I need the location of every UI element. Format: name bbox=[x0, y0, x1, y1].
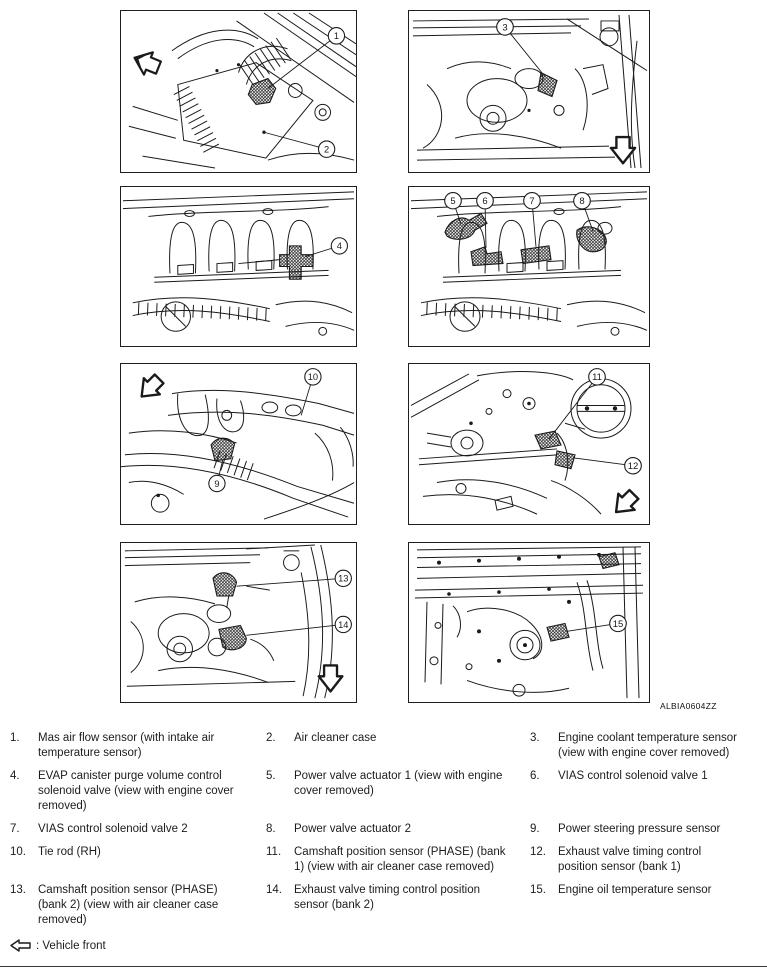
svg-text:5: 5 bbox=[450, 195, 456, 207]
legend-item-text: Power steering pressure sensor bbox=[558, 823, 721, 835]
legend-item-text: Camshaft position sensor (PHASE) (bank 1) (view with air cleaner case removed) bbox=[294, 846, 506, 873]
legend-item-number: 12. bbox=[530, 846, 546, 858]
panel-camshaft-bank2 bbox=[120, 542, 357, 703]
page-bottom-rule bbox=[0, 966, 767, 967]
svg-text:7: 7 bbox=[529, 195, 535, 207]
callout-10 bbox=[301, 369, 321, 416]
legend-item-text: EVAP canister purge volume control solenoid valve (view with engine cover removed) bbox=[38, 770, 234, 812]
vehicle-front-label: : Vehicle front bbox=[36, 939, 106, 952]
panel-air-cleaner-maf bbox=[120, 10, 357, 173]
callout-14 bbox=[246, 616, 351, 635]
svg-text:2: 2 bbox=[324, 144, 330, 155]
legend-item-text: Engine coolant temperature sensor (view with engine cover removed) bbox=[558, 732, 737, 759]
legend-item-8 bbox=[266, 822, 530, 837]
callout-4 bbox=[305, 238, 347, 257]
legend-item-10 bbox=[10, 845, 266, 875]
svg-text:3: 3 bbox=[502, 22, 508, 34]
legend-item-2 bbox=[266, 731, 530, 761]
vehicle-front-note bbox=[10, 938, 106, 953]
svg-text:10: 10 bbox=[307, 372, 319, 383]
legend-item-13 bbox=[10, 883, 266, 928]
legend-item-12 bbox=[530, 845, 763, 875]
legend bbox=[10, 731, 763, 936]
svg-text:14: 14 bbox=[338, 619, 349, 630]
legend-item-number: 8. bbox=[266, 823, 276, 835]
legend-item-4 bbox=[10, 769, 266, 814]
legend-item-number: 14. bbox=[266, 884, 282, 896]
legend-item-9 bbox=[530, 822, 763, 837]
legend-item-number: 2. bbox=[266, 732, 276, 744]
callout-3 bbox=[497, 19, 545, 77]
legend-item-number: 7. bbox=[10, 823, 20, 835]
svg-text:13: 13 bbox=[338, 573, 349, 584]
svg-text:15: 15 bbox=[612, 617, 624, 629]
legend-item-3 bbox=[530, 731, 763, 761]
direction-arrow-icon bbox=[608, 486, 642, 520]
legend-item-text: Exhaust valve timing control position sensor (bank 2) bbox=[294, 884, 481, 911]
panel-camshaft-bank1 bbox=[408, 363, 650, 525]
svg-text:1: 1 bbox=[333, 31, 340, 42]
callout-7 bbox=[524, 193, 541, 247]
legend-item-number: 3. bbox=[530, 732, 540, 744]
legend-item-text: Tie rod (RH) bbox=[38, 846, 101, 858]
vehicle-front-direction-arrow-icon bbox=[130, 47, 163, 79]
callout-15 bbox=[567, 615, 626, 631]
callout-1 bbox=[268, 28, 345, 89]
panel-power-valves-vias bbox=[408, 186, 650, 347]
legend-row bbox=[10, 769, 763, 814]
legend-item-11 bbox=[266, 845, 530, 875]
callout-13 bbox=[237, 570, 352, 586]
legend-item-number: 15. bbox=[530, 884, 546, 896]
legend-item-number: 9. bbox=[530, 823, 540, 835]
legend-item-1 bbox=[10, 731, 266, 761]
legend-item-5 bbox=[266, 769, 530, 814]
svg-text:11: 11 bbox=[592, 372, 602, 384]
svg-text:6: 6 bbox=[482, 195, 488, 207]
legend-item-number: 13. bbox=[10, 884, 26, 896]
legend-row bbox=[10, 883, 763, 928]
legend-item-14 bbox=[266, 883, 530, 928]
legend-item-7 bbox=[10, 822, 266, 837]
vehicle-front-arrow-icon bbox=[10, 938, 32, 953]
legend-item-number: 6. bbox=[530, 770, 540, 782]
legend-item-number: 5. bbox=[266, 770, 276, 782]
panel-ps-pressure-tie-rod bbox=[120, 363, 357, 525]
legend-item-6 bbox=[530, 769, 763, 814]
legend-item-text: Power valve actuator 2 bbox=[294, 823, 411, 835]
panel-coolant-temp-sensor bbox=[408, 10, 650, 173]
legend-row bbox=[10, 822, 763, 837]
legend-item-number: 4. bbox=[10, 770, 20, 782]
legend-item-text: Exhaust valve timing control position sensor (bank 1) bbox=[558, 846, 702, 873]
legend-item-number: 11. bbox=[266, 846, 282, 858]
legend-item-text: Mas air flow sensor (with intake air temperature sensor) bbox=[38, 732, 215, 759]
direction-arrow-icon bbox=[319, 665, 343, 691]
panel-engine-oil-temp bbox=[408, 542, 650, 703]
legend-item-number: 1. bbox=[10, 732, 20, 744]
legend-item-number: 10. bbox=[10, 846, 26, 858]
legend-item-text: Power valve actuator 1 (view with engine cover removed) bbox=[294, 770, 503, 797]
svg-text:9: 9 bbox=[214, 478, 220, 489]
figure-code: ALBIA0604ZZ bbox=[660, 701, 717, 711]
legend-row bbox=[10, 845, 763, 875]
legend-item-15 bbox=[530, 883, 763, 928]
svg-text:4: 4 bbox=[336, 241, 342, 252]
legend-item-text: VIAS control solenoid valve 1 bbox=[558, 770, 708, 782]
legend-item-text: VIAS control solenoid valve 2 bbox=[38, 823, 188, 835]
legend-item-text: Engine oil temperature sensor bbox=[558, 884, 712, 896]
svg-text:8: 8 bbox=[579, 195, 585, 207]
legend-item-text: Air cleaner case bbox=[294, 732, 377, 744]
direction-arrow-icon bbox=[134, 371, 167, 405]
panel-evap-purge-valve bbox=[120, 186, 357, 347]
legend-item-text: Camshaft position sensor (PHASE) (bank 2) (view with air cleaner case removed) bbox=[38, 884, 219, 926]
legend-row bbox=[10, 731, 763, 761]
direction-arrow-icon bbox=[611, 137, 635, 163]
callout-12 bbox=[573, 458, 641, 474]
svg-text:12: 12 bbox=[627, 461, 639, 473]
